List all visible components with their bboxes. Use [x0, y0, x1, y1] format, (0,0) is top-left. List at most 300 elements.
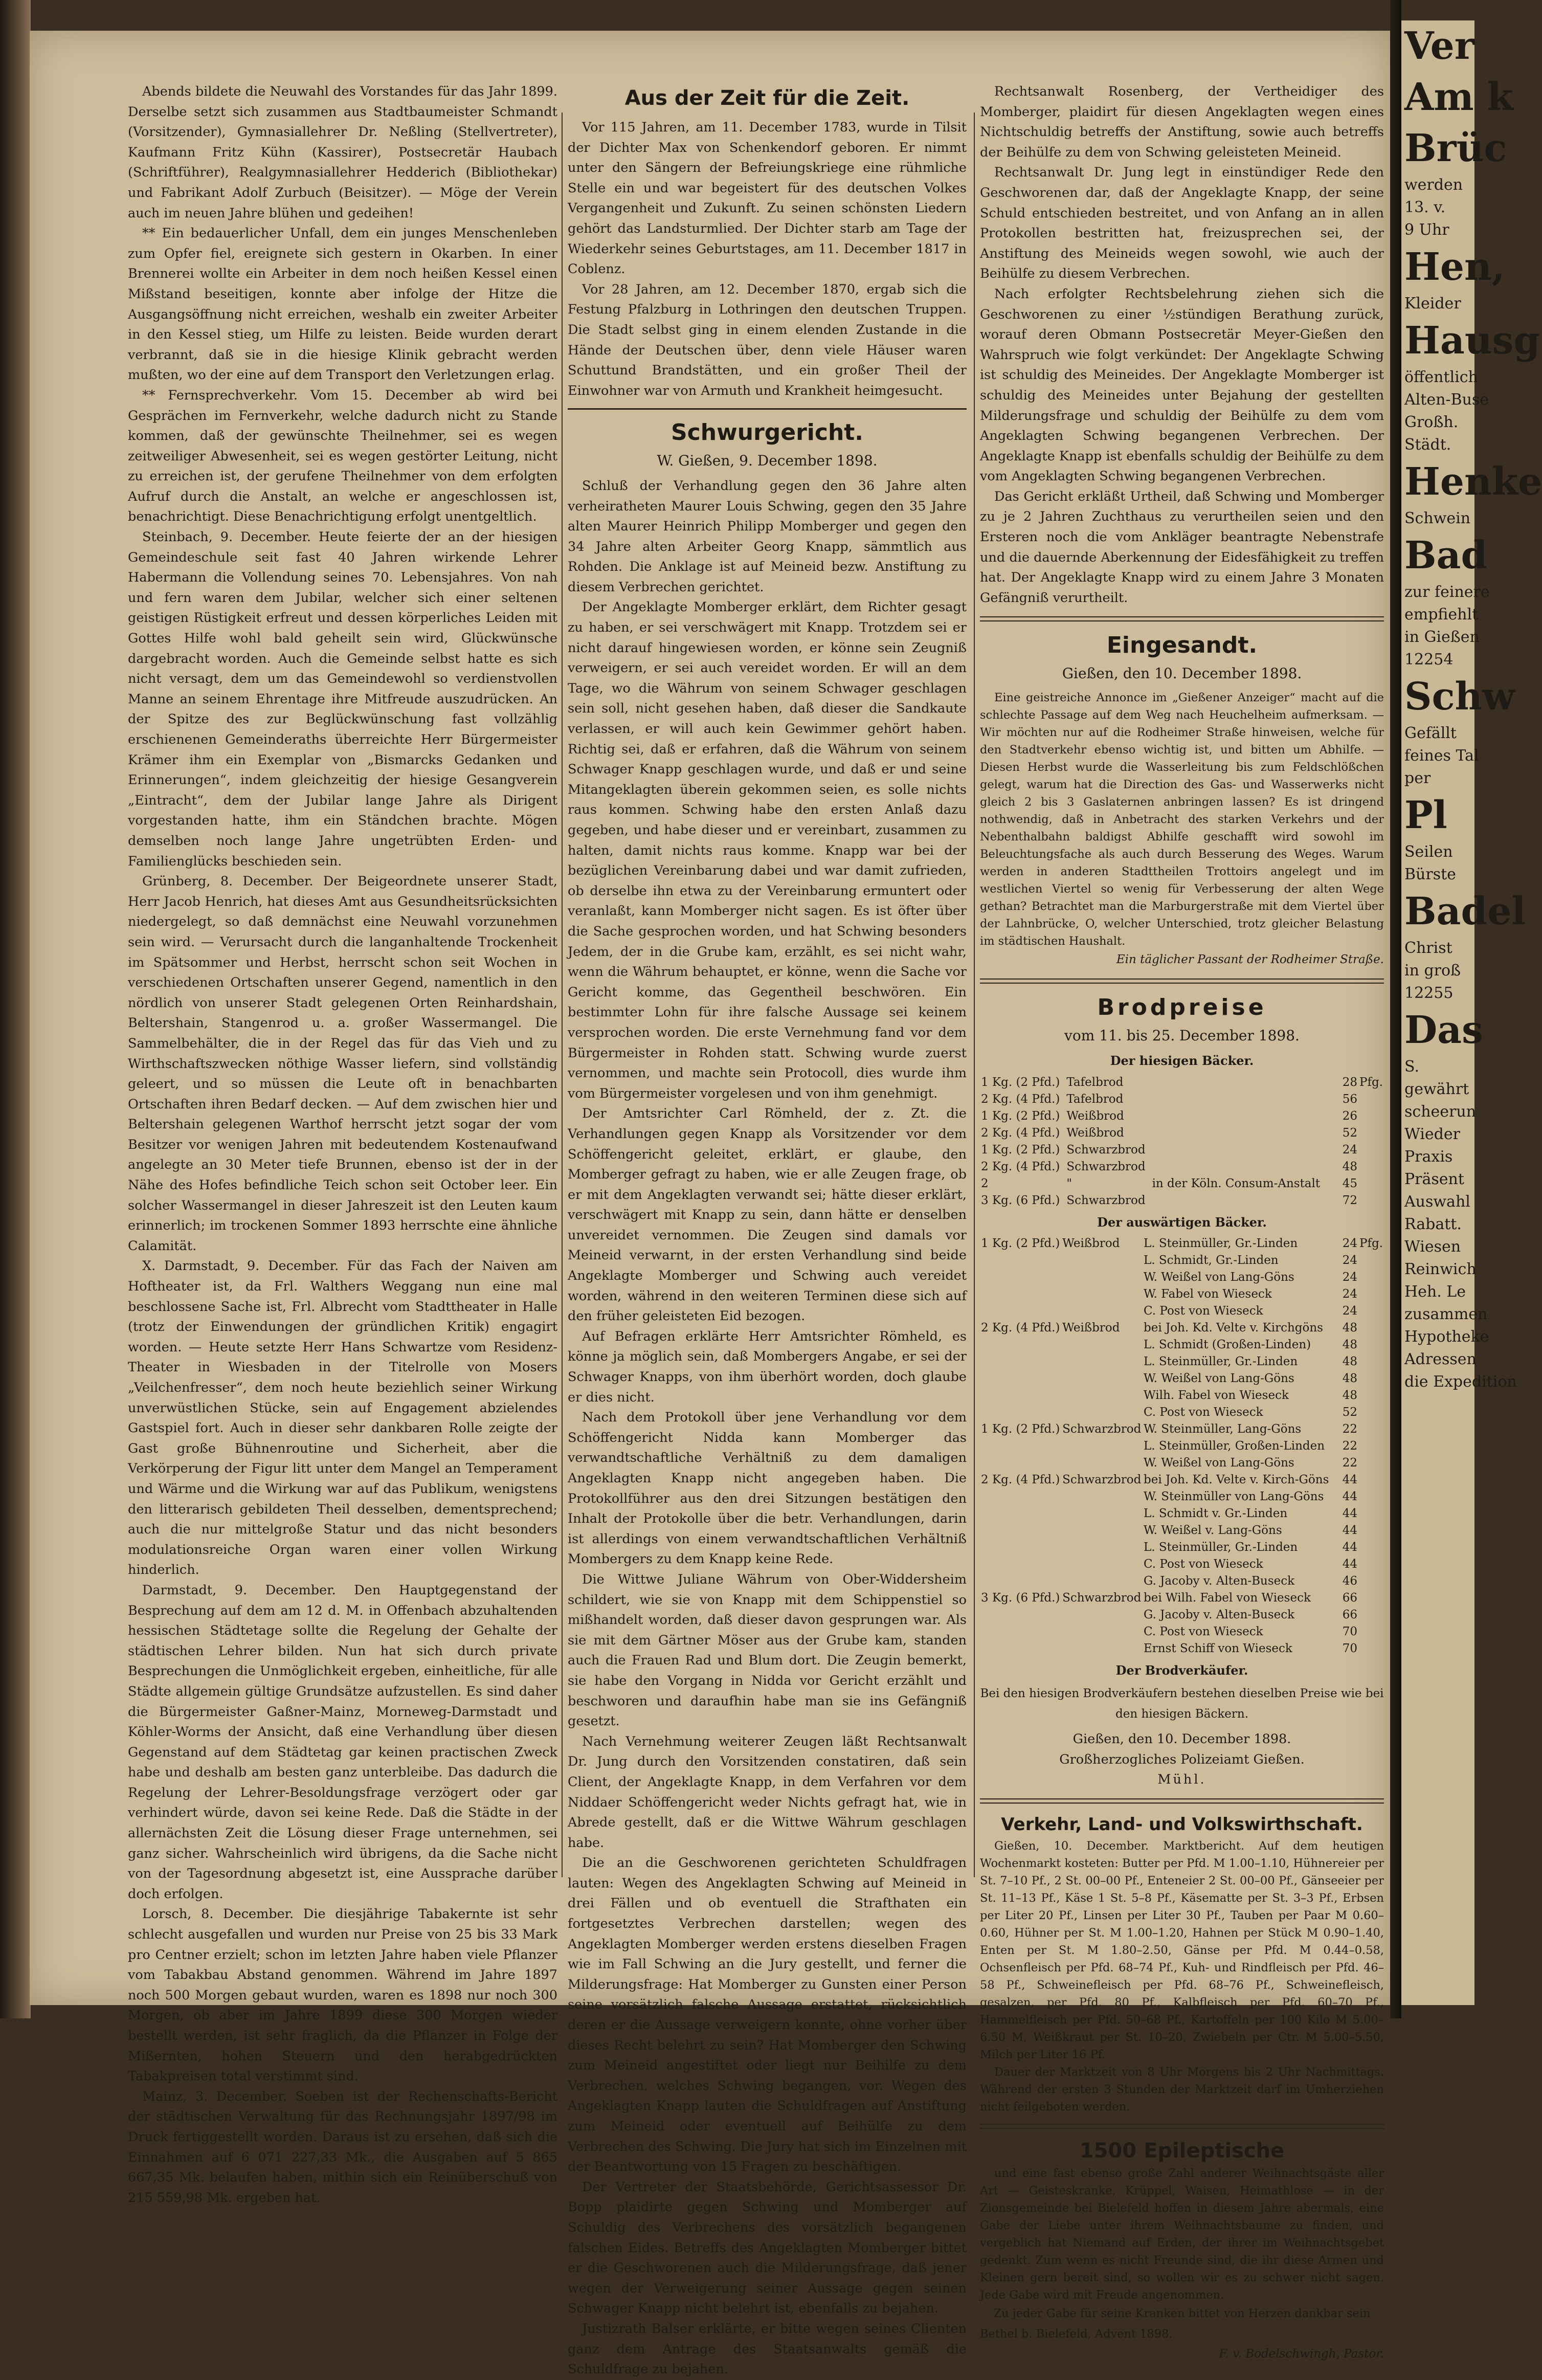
price-cell-qty	[980, 1640, 1061, 1657]
fragment-text: Schwein	[1404, 509, 1471, 527]
fragment-text: 9 Uhr	[1404, 221, 1449, 239]
zeit-paragraph: Vor 28 Jahren, am 12. December 1870, ergab sich die Festung Pfalzburg in Lothringen den deutschen Truppen. Die Stadt selbst ging in einem elenden Zustande in die Hände der Deutschen über, denn viele Häuser waren Schuttund Brandstätten, und ein großer Theil der Einwohner war von Armuth und Krankheit heimgesucht.	[568, 281, 967, 398]
price-cell-where: C. Post von Wieseck	[1144, 1558, 1263, 1571]
price-cell-unit: Pfg.	[1359, 1075, 1383, 1089]
price-row	[980, 1505, 1384, 1522]
price-cell-unit	[1358, 1320, 1384, 1337]
price-cell-item	[1061, 1607, 1143, 1623]
price-cell-price: 52	[1342, 1126, 1357, 1140]
fragment-text: Bad	[1404, 533, 1488, 577]
price-cell-unit	[1358, 1438, 1384, 1455]
price-cell-where: W. Steinmüller von Lang-Göns	[1144, 1490, 1324, 1504]
fragment-text: 12254	[1404, 651, 1454, 669]
appeal-signature: F. v. Bodelschwingh, Pastor.	[1219, 2347, 1384, 2361]
price-row	[980, 1159, 1384, 1175]
court-paragraph: Die Wittwe Juliane Währum von Ober-Widdersheim schildert, wie sie von Knapp mit dem Schippenstiel so mißhandelt worden, daß dieser davon gesprungen war. Als sie mit dem Gärtner Möser aus der Grube kam, standen auch die Frauen Rad und Blum dort. Die Zeugin bemerkt, sie habe den Vorgang in Nidda vor Gericht erzählt und beschworen und daraufhin habe man sie ins Gefängniß gesetzt.	[568, 1571, 967, 1729]
price-cell-price: 70	[1342, 1625, 1357, 1639]
price-row	[980, 1640, 1384, 1657]
price-cell-qty	[980, 1556, 1061, 1573]
fragment-text: in groß	[1404, 962, 1461, 980]
price-cell-price: 44	[1342, 1507, 1357, 1521]
price-cell-qty	[980, 1607, 1061, 1623]
price-cell-price: 48	[1342, 1321, 1357, 1335]
price-cell-unit	[1358, 1556, 1384, 1573]
price-cell-qty: 1 Kg. (2 Pfd.)	[981, 1422, 1060, 1436]
price-cell-where: in der Köln. Consum-Anstalt	[1152, 1176, 1321, 1190]
price-row	[980, 1235, 1384, 1252]
price-cell-price: 44	[1342, 1558, 1357, 1571]
price-row	[980, 1573, 1384, 1590]
price-cell-unit	[1358, 1488, 1384, 1505]
price-cell-price: 24	[1342, 1271, 1357, 1284]
price-cell-item: Tafelbrod	[1066, 1075, 1124, 1089]
price-row	[980, 1522, 1384, 1539]
divider	[980, 616, 1384, 621]
price-cell-unit	[1358, 1337, 1384, 1353]
price-cell-price: 22	[1342, 1439, 1357, 1453]
local-news	[128, 82, 557, 2208]
price-cell-where	[1151, 1091, 1331, 1108]
fragment-text: werden	[1404, 176, 1463, 194]
zeit-articles	[568, 118, 967, 401]
price-cell-unit	[1358, 1387, 1384, 1404]
price-cell-where: L. Schmidt, Gr.-Linden	[1144, 1254, 1279, 1267]
price-cell-unit	[1358, 1286, 1384, 1303]
price-cell-price: 48	[1342, 1372, 1357, 1386]
price-cell-qty: 1 Kg. (2 Pfd.)	[981, 1237, 1060, 1251]
police-dateline: Gießen, den 10. December 1898.	[1072, 1731, 1291, 1747]
price-cell-where: W. Weißel v. Lang-Göns	[1144, 1524, 1282, 1538]
price-cell-qty	[980, 1370, 1061, 1387]
price-row	[980, 1387, 1384, 1404]
price-cell-where	[1151, 1074, 1331, 1091]
column-rule	[974, 113, 975, 1877]
price-row	[980, 1607, 1384, 1623]
price-cell-qty	[980, 1269, 1061, 1286]
fragment-text: Hausg	[1404, 319, 1540, 363]
section-heading-schwurgericht: Schwurgericht.	[671, 419, 864, 446]
price-cell-unit	[1358, 1539, 1384, 1556]
price-cell-unit	[1358, 1125, 1384, 1142]
price-cell-price: 44	[1342, 1490, 1357, 1504]
fragment-text: Seilen	[1404, 843, 1453, 861]
price-cell-item	[1061, 1573, 1143, 1590]
court-paragraph: Der Vertreter der Staatsbehörde, Gerichtsassessor Dr. Bopp plaidirte gegen Schwing und Momberger auf Schuldig des Verbrechens des vorsätzlich begangenen falschen Eides. Betreffs des Angeklagten Momberger bittet er die Geschworenen auch die Milderungsfrage, daß jener wegen der Verweigerung seiner Aussage gegen seinen Schwager Knapp nicht belehrt ist, ebenfalls zu bejahen.	[568, 2179, 967, 2317]
price-cell-item	[1061, 1337, 1143, 1353]
court-paragraph: Rechtsanwalt Rosenberg, der Vertheidiger des Momberger, plaidirt für diesen Angeklagten wegen eines Nichtschuldig betreffs der Anstiftung, sowie auch betreffs der Beihülfe zu dem von Schwing geleisteten Meineid.	[980, 84, 1384, 160]
price-cell-unit	[1358, 1353, 1384, 1370]
price-cell-where	[1151, 1159, 1331, 1175]
section-heading-verkehr: Verkehr, Land- und Volkswirthschaft.	[1001, 1814, 1363, 1835]
section-heading-brodpreise: Brodpreise	[1097, 994, 1267, 1020]
price-cell-where: L. Steinmüller, Gr.-Linden	[1144, 1237, 1298, 1251]
price-cell-where: L. Steinmüller, Großen-Linden	[1144, 1439, 1325, 1453]
price-table-local	[980, 1074, 1384, 1209]
divider	[568, 408, 967, 410]
price-cell-unit	[1358, 1370, 1384, 1387]
price-cell-unit	[1358, 1472, 1384, 1488]
price-row	[980, 1091, 1384, 1108]
price-cell-where	[1151, 1192, 1331, 1209]
price-cell-where: G. Jacoby v. Alten-Buseck	[1144, 1574, 1295, 1588]
divider	[980, 1798, 1384, 1804]
police-office: Großherzogliches Polizeiamt Gießen.	[1059, 1751, 1305, 1767]
fragment-text: Gefällt	[1404, 724, 1457, 742]
price-cell-qty	[980, 1455, 1061, 1472]
price-cell-unit	[1358, 1142, 1384, 1159]
price-row	[980, 1175, 1384, 1192]
fragment-text: Alten-Buse	[1404, 391, 1489, 409]
price-table-outside	[980, 1235, 1384, 1657]
price-cell-item: Weißbrod	[1062, 1321, 1120, 1335]
column-1	[128, 82, 557, 2208]
court-paragraph: Schluß der Verhandlung gegen den 36 Jahre alten verheiratheten Maurer Louis Schwing, gegen den 35 Jahre alten Maurer Heinrich Philipp Momberger und gegen den 34 Jahre alten Arbeiter Georg Knapp, sämmtlich aus Rohden. Die Anklage ist auf Meineid bezw. Anstiftung zu diesem Verbrechen gerichtet.	[568, 478, 967, 595]
price-cell-item	[1061, 1370, 1143, 1387]
fragment-text: Wieder	[1404, 1125, 1460, 1143]
price-cell-unit	[1358, 1303, 1384, 1320]
price-cell-item: Weißbrod	[1062, 1237, 1120, 1251]
price-cell-unit	[1358, 1522, 1384, 1539]
fragment-text: Kleider	[1404, 295, 1461, 313]
price-row	[980, 1142, 1384, 1159]
price-cell-item	[1061, 1404, 1143, 1421]
section-heading-zeit: Aus der Zeit für die Zeit.	[624, 86, 910, 110]
market-report: Gießen, 10. December. Marktbericht. Auf dem heutigen Wochenmarkt kosteten: Butter per Pfd. M 1.00–1.10, Hühnereier per St. 7–10 Pf., 2 St. 00–00 Pf., Enteneier 2 St. 00–00 Pf., Gänseeier per St. 11–13 Pf., Käse 1 St. 5–8 Pf., Käsematte per St. 3–3 Pf., Erbsen per Liter 20 Pf., Linsen per Liter 30 Pf., Tauben per Paar M 0.60–0.60, Hühner per St. M 1.00–1.20, Hahnen per Stück M 0.90–1.40, Enten per St. M 1.80–2.50, Gänse per Pfd. M 0.44–0.58, Ochsenfleisch per Pfd. 68–74 Pf., Kuh- und Rindfleisch per Pfd. 46–58 Pf., Schweinefleisch per Pfd. 68–76 Pf., Schweinefleisch, gesalzen, per Pfd. 80 Pf., Kalbfleisch per Pfd. 60–70 Pf., Hammelfleisch per Pfd. 50–68 Pf., Kartoffeln per 100 Kilo M 5.00–6.50 M, Weißkraut per St. 10–20, Zwiebeln per Ctr. M 5.00–5.50, Milch per Liter 16 Pf.	[980, 1839, 1384, 2061]
price-cell-price: 24	[1342, 1143, 1357, 1156]
letter-text: Eine geistreiche Annonce im „Gießener Anzeiger“ macht auf die schlechte Passage auf dem Weg nach Heuchelheim aufmerksam. — Wir möchten nur auf die Rodheimer Straße hinweisen, welche für den Stadtverkehr ebenso wichtig ist, und bitten um Abhilfe. — Diesen Herbst wurde die Wasserleitung bis zum Feldschlößchen gelegt, warum hat die Direction des Gas- und Wasserwerks nicht gleich 2 bis 3 Gaslaternen anbringen lassen? Es ist dringend nothwendig, daß in Anbetracht des starken Verkehrs und der Nebenthalbahn baldigst Abhilfe geschafft wird sowohl im Beleuchtungsfache als auch durch Besserung des Weges. Warum werden in anderen Stadttheilen Trottoirs angelegt und im westlichen Viertel so wenig für Verbesserung der alten Wege gethan? Betrachtet man die Marburgerstraße mit dem Viertel über der Lahnbrücke, O, welcher Unterschied, trotz gleicher Belastung im städtischen Haushalt.	[980, 691, 1384, 948]
price-row	[980, 1320, 1384, 1337]
price-cell-price: 24	[1342, 1254, 1357, 1267]
price-cell-price: 22	[1342, 1456, 1357, 1470]
price-cell-qty: 2 Kg. (4 Pfd.)	[981, 1092, 1060, 1106]
price-cell-item: Weißbrod	[1066, 1126, 1124, 1140]
brodverkaeufer-note: Bei den hiesigen Brodverkäufern bestehen dieselben Preise wie bei den hiesigen Bäckern.	[980, 1687, 1384, 1721]
price-cell-price: 70	[1342, 1642, 1357, 1656]
price-cell-where	[1151, 1108, 1331, 1125]
divider	[980, 2124, 1384, 2129]
court-paragraph: Die an die Geschworenen gerichteten Schuldfragen lauten: Wegen des Angeklagten Schwing auf Meineid in drei Fällen und ob eventuell die Strafthaten ein fortgesetztes Verbrechen darstellen; wegen des Angeklagten Momberger werden erstens dieselben Fragen wie im Fall Schwing an die Jury gestellt, und ferner die Milderungsfrage: Hat Momberger zu Gunsten einer Person seine vorsätzlich falsche Aussage erstattet, rücksichtlich deren er die Aussage verweigern konnte, ohne vorher über dieses Recht belehrt zu sein? Hat Momberger den Schwing zum Meineid angestiftet oder liegt nur Beihilfe zu dem Verbrechen, welches Schwing begangen, vor. Wegen des Angeklagten Knapp lauten die Schuldfragen auf Anstiftung zum Meineid oder eventuell auf Beihülfe zu dem Verbrechen des Schwing. Die Jury hat sich im Einzelnen mit der Beantwortung von 15 Fragen zu beschäftigen.	[568, 1855, 967, 2175]
fragment-text: Auswahl	[1404, 1193, 1470, 1211]
table-subheading: Der Brodverkäufer.	[1115, 1663, 1248, 1678]
court-paragraph: Der Angeklagte Momberger erklärt, dem Richter gesagt zu haben, er sei verschwägert mit Knapp. Trotzdem sei er nicht darauf hingewiesen worden, er könne sein Zeugniß verweigern, er sei auch vereidet worden. Er will an dem Tage, wo die Währum von seinem Schwager geschlagen sein soll, nicht gesehen haben, daß dieser die Sandkaute verlassen, er will auch kein Gewimmer gehört haben. Richtig sei, daß er erfahren, daß die Währum von seinem Schwager Knapp geschlagen wurde, und daß er und seine Mitangeklagten überein gekommen seien, es solle nichts raus kommen. Schwing habe den ersten Anlaß dazu gegeben, und habe dieser und er vereinbart, zusammen zu halten, damit nichts raus komme. Knapp war bei der bezüglichen Vereinbarung dabei und war damit zufrieden, ob derselbe ihn etwa zu der Vereinbarung ermuntert oder veranlaßt, kann Momberger nicht sagen. Es ist öfter über die Sache gesprochen worden, und hat Schwing besonders Jedem, der in die Grube kam, erzählt, es sei nicht wahr, wenn die Währum behauptet, er könne, wenn die Sache vor Gericht komme, das Gegentheil beschwören. Ein bestimmter Lohn für ihre falsche Aussage sei keinem versprochen worden. Die erste Vernehmung fand vor dem Bürgermeister in Rohden statt. Schwing wurde zuerst vernommen, und machte sein Protocoll, dies wurde ihm vom Bürgermeister vorgelesen und von ihm genehmigt.	[568, 599, 967, 1101]
price-cell-item	[1061, 1505, 1143, 1522]
fragment-text: Rabatt.	[1404, 1215, 1462, 1233]
price-row	[980, 1404, 1384, 1421]
price-cell-unit	[1358, 1192, 1384, 1209]
fragment-text: Präsent	[1404, 1170, 1464, 1188]
price-cell-item	[1061, 1252, 1143, 1269]
price-cell-unit	[1358, 1175, 1384, 1192]
fragment-text: S.	[1404, 1058, 1420, 1076]
price-cell-price: 44	[1342, 1473, 1357, 1487]
section-heading-eingesandt: Eingesandt.	[1106, 632, 1258, 659]
price-cell-qty	[980, 1573, 1061, 1590]
court-report	[568, 476, 967, 2380]
price-cell-where: bei Joh. Kd. Velte v. Kirch-Göns	[1144, 1473, 1329, 1487]
price-row	[980, 1125, 1384, 1142]
price-row	[980, 1252, 1384, 1269]
fragment-text: Praxis	[1404, 1148, 1453, 1166]
facing-page-fragment	[1401, 20, 1542, 2005]
price-cell-item	[1061, 1387, 1143, 1404]
price-cell-price: 56	[1342, 1092, 1357, 1106]
price-cell-price: 26	[1342, 1109, 1357, 1123]
court-paragraph: Nach Vernehmung weiterer Zeugen läßt Rechtsanwalt Dr. Jung durch den Vorsitzenden constatiren, daß sein Client, der Angeklagte Knapp, in dem Verfahren vor dem Niddaer Schöffengericht weder Nichts gefragt hat, wie in Abrede gestellt, daß er die Wittwe Währum geschlagen habe.	[568, 1733, 967, 1851]
court-paragraph: Nach dem Protokoll über jene Verhandlung vor dem Schöffengericht Nidda kann Momberger das verwandtschaftliche Verhältniß zu dem damaligen Angeklagten Knapp nicht angegeben haben. Die Protokollführer aus den drei Sitzungen bestätigen den Inhalt der Protokolle über die betr. Verhandlungen, darin ist allerdings von einem verwandtschaftlichen Verhältniß Mombergers zu dem Knapp keine Rede.	[568, 1410, 967, 1567]
fragment-text: Großh.	[1404, 413, 1459, 431]
column-3	[980, 82, 1384, 2365]
price-cell-item: Schwarzbrod	[1066, 1143, 1146, 1156]
price-row	[980, 1623, 1384, 1640]
price-cell-item	[1061, 1438, 1143, 1455]
table-subheading: Der auswärtigen Bäcker.	[1097, 1214, 1267, 1230]
fragment-text: Städt.	[1404, 436, 1451, 454]
price-row	[980, 1488, 1384, 1505]
price-cell-price: 24	[1342, 1304, 1357, 1318]
price-cell-where: L. Steinmüller, Gr.-Linden	[1144, 1541, 1298, 1554]
fragment-text: per	[1404, 769, 1431, 787]
price-cell-qty: 2 Kg. (4 Pfd.)	[981, 1321, 1060, 1335]
fragment-text: zusammen	[1404, 1305, 1488, 1323]
price-cell-unit	[1358, 1159, 1384, 1175]
market-hours: Dauer der Marktzeit von 8 Uhr Morgens bis 2 Uhr Nachmittags. Während der ersten 3 Stunden der Marktzeit darf im Umherziehen nicht feilgeboten werden.	[980, 2065, 1384, 2114]
fragment-text: zur feinere	[1404, 583, 1490, 601]
price-row	[980, 1472, 1384, 1488]
news-paragraph: Grünberg, 8. December. Der Beigeordnete unserer Stadt, Herr Jacob Henrich, hat dieses Amt aus Gesundheitsrücksichten niedergelegt, so daß demnächst eine Neuwahl vorzunehmen sein wird. — Verursacht durch die langanhaltende Trockenheit im Spätsommer und Herbst, herrscht schon seit Wochen in verschiedenen Ortschaften unserer Gegend, namentlich in den nördlich von unserer Stadt gelegenen Orten Reinhardshain, Beltershain, Stangenrod u. a. großer Wassermangel. Die Sammelbehälter, die in der Regel das für das Vieh und zu Wirthschaftszwecken nöthige Wasser liefern, sind vollständig geleert, und so müssen die Leute oft in benachbarten Ortschaften ihren Bedarf decken. — Auf dem zwischen hier und Beltershain gelegenen Warthof herrscht jetzt sogar der vom Besitzer vor wenigen Jahren mit bedeutendem Kostenaufwand angelegte an 30 Meter tiefe Brunnen, ebenso ist der in der Nähe des Hofes befindliche Teich schon seit October leer. Ein solcher Wassermangel in dieser Jahreszeit ist den Leuten kaum erinnerlich; im trockenen Sommer 1893 herrschte eine ähnliche Calamität.	[128, 874, 557, 1254]
price-cell-price: 48	[1342, 1389, 1357, 1403]
price-cell-item	[1061, 1539, 1143, 1556]
price-cell-unit: Pfg.	[1359, 1237, 1383, 1251]
fragment-text: Das	[1404, 1008, 1483, 1052]
court-paragraph: Justizrath Balser erklärte, er bitte wegen seines Clienten ganz dem Antrage des Staatsanwalts gemäß die Schuldfrage zu bejahen.	[568, 2321, 967, 2377]
price-cell-qty	[980, 1404, 1061, 1421]
price-cell-qty	[980, 1303, 1061, 1320]
fragment-text: die Expedition	[1404, 1373, 1517, 1391]
price-cell-qty: 3 Kg. (6 Pfd.)	[981, 1591, 1060, 1605]
price-cell-price: 22	[1342, 1422, 1357, 1436]
fragment-text: Hen,	[1404, 245, 1505, 289]
price-row	[980, 1074, 1384, 1091]
news-paragraph: Steinbach, 9. December. Heute feierte der an der hiesigen Gemeindeschule seit fast 40 Jahren wirkende Lehrer Habermann die Vollendung seines 70. Lebensjahres. Von nah und fern waren dem Jubilar, welcher sich einer seltenen geistigen Rüstigkeit erfreut und dessen körperliches Leiden mit Gottes Hilfe wohl bald geheilt sein wird, Glückwünsche dargebracht worden. Auch die Gemeinde selbst hatte es sich nicht versagt, dem um das Gemeindewohl so verdienstvollen Manne an seinem Ehrentage ihre Mitfreude auszudrücken. An der Spitze des zur Beglückwünschung fast vollzählig erschienenen Gemeinderaths überreichte Herr Bürgermeister Krämer ihm ein Exemplar von „Bismarcks Gedanken und Erinnerungen“, indem gleichzeitig der hiesige Gesangverein „Eintracht“, dem der Jubilar lange Jahre als Dirigent vorgestanden hatte, ihm ein Ständchen brachte. Mögen demselben noch lange Jahre ungetrübten Erden- und Familienglücks beschieden sein.	[128, 529, 557, 869]
price-cell-item	[1061, 1353, 1143, 1370]
letter-signature: Ein täglicher Passant der Rodheimer Straße.	[1116, 953, 1384, 967]
divider	[980, 978, 1384, 984]
price-cell-qty	[980, 1623, 1061, 1640]
fragment-text: Badel	[1404, 889, 1526, 933]
fragment-text: Wiesen	[1404, 1238, 1461, 1256]
price-cell-unit	[1358, 1640, 1384, 1657]
price-cell-where: Wilh. Fabel von Wieseck	[1144, 1389, 1289, 1403]
police-signature: Mühl.	[1157, 1772, 1206, 1788]
fragment-text: Am k	[1404, 75, 1513, 119]
price-row	[980, 1337, 1384, 1353]
fragment-text: Schw	[1404, 675, 1515, 719]
price-cell-qty	[980, 1539, 1061, 1556]
price-row	[980, 1353, 1384, 1370]
fragment-text: Heh. Le	[1404, 1283, 1466, 1301]
price-cell-where	[1151, 1125, 1331, 1142]
price-cell-item: Weißbrod	[1066, 1109, 1124, 1123]
price-cell-price: 24	[1342, 1287, 1357, 1301]
price-cell-price: 28	[1342, 1075, 1357, 1089]
price-cell-where: W. Weißel von Lang-Göns	[1144, 1456, 1294, 1470]
dateline: Gießen, den 10. December 1898.	[1062, 665, 1302, 682]
column-2	[568, 82, 967, 2380]
price-cell-where	[1151, 1142, 1331, 1159]
appeal-request: Zu jeder Gabe für seine Kranken bittet von Herzen dankbar sein	[993, 2306, 1371, 2320]
price-cell-item	[1061, 1488, 1143, 1505]
news-paragraph: Lorsch, 8. December. Die diesjährige Tabakernte ist sehr schlecht ausgefallen und wurden nur Preise von 25 bis 33 Mark pro Centner erzielt; schon im letzten Jahre haben viele Pflanzer vom Tabakbau Abstand genommen. Während im Jahre 1897 noch 500 Morgen gebaut wurden, waren es 1898 nur noch 300 Morgen, ob aber im Jahre 1899 diese 300 Morgen wieder bestellt werden, ist sehr fraglich, da die Pflanzer in Folge der Mißernten, hohen Steuern und den herabgedrückten Tabakpreisen total verstimmt sind.	[128, 1906, 557, 2084]
table-subheading: Der hiesigen Bäcker.	[1110, 1053, 1254, 1069]
fragment-text: feines Tal	[1404, 747, 1479, 765]
price-cell-price: 48	[1342, 1355, 1357, 1369]
price-cell-item	[1061, 1556, 1143, 1573]
price-cell-item	[1061, 1640, 1143, 1657]
price-cell-where: bei Joh. Kd. Velte v. Kirchgöns	[1144, 1321, 1323, 1335]
price-cell-where: G. Jacoby v. Alten-Buseck	[1144, 1608, 1295, 1622]
price-row	[980, 1556, 1384, 1573]
fragment-text: in Gießen	[1404, 628, 1480, 646]
news-paragraph: Abends bildete die Neuwahl des Vorstandes für das Jahr 1899. Derselbe setzt sich zusammen aus Stadtbaumeister Schmandt (Vorsitzender), Gymnasiallehrer Dr. Neßling (Stellvertreter), Kaufmann Fritz Kühn (Kassirer), Postsecretär Haubach (Schriftführer), Realgymnasiallehrer Hedderich (Bibliothekar) und Fabrikant Adolf Zurbuch (Beisitzer). — Möge der Verein auch im neuen Jahre blühen und gedeihen!	[128, 84, 557, 221]
price-cell-qty: 3 Kg. (6 Pfd.)	[981, 1193, 1060, 1207]
fragment-text: Henke	[1404, 460, 1542, 504]
price-cell-qty	[980, 1522, 1061, 1539]
price-cell-item: Schwarzbrod	[1066, 1160, 1146, 1173]
price-cell-price: 48	[1342, 1160, 1357, 1173]
price-cell-price: 45	[1342, 1176, 1357, 1190]
fragment-text: Hypotheke	[1404, 1328, 1489, 1346]
fragment-text: scheerun	[1404, 1103, 1477, 1121]
price-cell-qty	[980, 1438, 1061, 1455]
price-cell-where: C. Post von Wieseck	[1144, 1625, 1263, 1639]
price-cell-unit	[1358, 1091, 1384, 1108]
appeal-text: und eine fast ebenso große Zahl anderer Weihnachtsgäste aller Art — Geisteskranke, Krüppel, Waisen, Heimathlose — in der Zionsgemeinde bei Bielefeld hoffen in diesem Jahre abermals, eine Gabe der Liebe unter ihrem Weihnachtsbaume zu finden, und vergeblich hat Niemand auf Erden, der ihrer im Weihnachtsgebet gedenkt. Zum wenn es nicht Freunde sind, die ihr diese Armen und Kleinen gern bereit sind, so wollen wir es zu schwer nicht sagen. Jede Gabe wird mit Freude angenommen.	[980, 2166, 1384, 2302]
price-cell-unit	[1358, 1623, 1384, 1640]
news-paragraph: X. Darmstadt, 9. December. Für das Fach der Naiven am Hoftheater ist, da Frl. Walthers Weggang nun eine mal beschlossene Sache ist, Frl. Albrecht vom Stadttheater in Halle (trotz der Einwendungen der gründlichen Kritik) engagirt worden. — Heute setzte Herr Hans Schwartze vom Residenz-Theater in Wiesbaden in der Titelrolle von Mosers „Veilchenfresser“, dem noch heute beziehlich seiner Wirkung unverwüstlichen Stücke, sein auf Engagement abzielendes Gastspiel fort. Auch in dieser sehr dankbaren Rolle zeigte der Gast große Bühnenroutine und Sicherheit, aber die Verkörperung der Figur litt unter dem Mangel an Temperament und Wärme und die Wirkung war auf das Publikum, wenigstens den litterarisch gebildeten Theil desselben, dementsprechend; auch die nur mittelgroße Statur und das nicht besonders modulationsreiche Organ waren einer vollen Wirkung hinderlich.	[128, 1258, 557, 1578]
price-row	[980, 1455, 1384, 1472]
price-cell-where: C. Post von Wieseck	[1144, 1406, 1263, 1419]
price-cell-where: L. Schmidt (Großen-Linden)	[1144, 1338, 1311, 1352]
news-paragraph: ** Ein bedauerlicher Unfall, dem ein junges Menschenleben zum Opfer fiel, ereignete sich gestern in Okarben. In einer Brennerei wollte ein Arbeiter in dem noch heißen Kessel einen Mißstand beseitigen, konnte aber infolge der Hitze die Ausgangsöffnung nicht erreichen, weshalb ein zweiter Arbeiter in den Kessel stieg, um Hilfe zu leisten. Beide wurden derart verbrannt, daß sie in die hiesige Klinik gebracht werden mußten, wo der eine auf dem Transport den Verletzungen erlag.	[128, 226, 557, 383]
fragment-text: 13. v.	[1404, 198, 1446, 216]
price-cell-unit	[1358, 1455, 1384, 1472]
price-cell-qty: 2 Kg. (4 Pfd.)	[981, 1473, 1060, 1487]
price-cell-item	[1061, 1303, 1143, 1320]
court-paragraph: Auf Befragen erklärte Herr Amtsrichter Römheld, es könne ja möglich sein, daß Mombergers Angabe, er sei der Schwager Knapps, von ihm überhört worden, doch glaube er dies nicht.	[568, 1328, 967, 1405]
price-cell-qty	[980, 1353, 1061, 1370]
court-report-continued	[980, 82, 1384, 608]
price-cell-unit	[1358, 1573, 1384, 1590]
price-cell-where: L. Steinmüller, Gr.-Linden	[1144, 1355, 1298, 1369]
appeal-place: Bethel b. Bielefeld, Advent 1898.	[980, 2327, 1173, 2341]
price-cell-unit	[1358, 1607, 1384, 1623]
appeal-heading: 1500 Epileptische	[1079, 2139, 1285, 2163]
price-cell-item: Schwarzbrod	[1066, 1193, 1146, 1207]
price-cell-qty: 1 Kg. (2 Pfd.)	[981, 1109, 1060, 1123]
dateline: W. Gießen, 9. December 1898.	[657, 452, 878, 470]
price-cell-qty: 2 Kg. (4 Pfd.)	[981, 1126, 1060, 1140]
price-cell-where: W. Weißel von Lang-Göns	[1144, 1372, 1294, 1386]
price-cell-unit	[1358, 1404, 1384, 1421]
price-cell-qty	[980, 1337, 1061, 1353]
price-cell-price: 66	[1342, 1591, 1357, 1605]
price-cell-qty: 1 Kg. (2 Pfd.)	[981, 1075, 1060, 1089]
price-cell-where: Ernst Schiff von Wieseck	[1144, 1642, 1292, 1656]
fragment-text: öffentlich	[1404, 368, 1478, 386]
fragment-text: Reinwich	[1404, 1260, 1477, 1278]
price-cell-item: Schwarzbrod	[1062, 1591, 1142, 1605]
price-cell-price: 24	[1342, 1237, 1357, 1251]
price-row	[980, 1303, 1384, 1320]
price-cell-qty	[980, 1252, 1061, 1269]
court-paragraph: Rechtsanwalt Dr. Jung legt in einstündiger Rede den Geschworenen dar, daß der Angeklagte Knapp, der seine Schuld entschieden bestreitet, und von Anfang an in allen Protokollen bestritten hat, freizusprechen sei, der Anstiftung des Meineids wegen sowohl, wie auch der Beihülfe zu diesem Verbrechen.	[980, 165, 1384, 282]
price-cell-where: L. Schmidt v. Gr.-Linden	[1144, 1507, 1288, 1521]
price-row	[980, 1370, 1384, 1387]
news-paragraph: Mainz, 3. December. Soeben ist der Rechenschafts-Bericht der städtischen Verwaltung für das Rechnungsjahr 1897/98 im Druck fertiggestellt worden. Daraus ist zu ersehen, daß sich die Einnahmen auf 6 071 227,33 Mk., die Ausgaben auf 5 865 667,35 Mk. belaufen haben, mithin sich ein Reinüberschuß von 215 559,98 Mk. ergeben hat.	[128, 2088, 557, 2206]
fragment-text: Bürste	[1404, 865, 1456, 883]
price-row	[980, 1438, 1384, 1455]
price-row	[980, 1590, 1384, 1607]
price-row	[980, 1108, 1384, 1125]
zeit-paragraph: Vor 115 Jahren, am 11. December 1783, wurde in Tilsit der Dichter Max von Schenkendorf geboren. Er nimmt unter den Sängern der Befreiungskriege eine rühmliche Stelle ein und war begeistert für des deutschen Volkes Vergangenheit und Zukunft. Zu seinen schönsten Liedern gehört das Landsturmlied. Der Dichter starb am Tage der Wiederkehr seines Geburtstages, am 11. December 1817 in Coblenz.	[568, 120, 967, 277]
price-cell-item	[1061, 1522, 1143, 1539]
price-row	[980, 1286, 1384, 1303]
price-cell-qty	[980, 1286, 1061, 1303]
price-cell-unit	[1358, 1505, 1384, 1522]
price-row	[980, 1421, 1384, 1438]
fragment-text: Brüc	[1404, 126, 1507, 170]
price-cell-item	[1061, 1286, 1143, 1303]
price-cell-qty: 1 Kg. (2 Pfd.)	[981, 1143, 1060, 1156]
price-cell-price: 48	[1342, 1338, 1357, 1352]
column-rule	[562, 113, 563, 1877]
price-cell-item	[1061, 1623, 1143, 1640]
price-cell-price: 46	[1342, 1574, 1357, 1588]
price-cell-where: bei Wilh. Fabel von Wieseck	[1144, 1591, 1311, 1605]
fragment-text: Pl	[1404, 793, 1447, 837]
price-cell-unit	[1358, 1421, 1384, 1438]
price-cell-item: Schwarzbrod	[1062, 1422, 1142, 1436]
price-cell-unit	[1358, 1108, 1384, 1125]
price-cell-item: Schwarzbrod	[1062, 1473, 1142, 1487]
price-cell-item: "	[1066, 1176, 1072, 1190]
price-cell-item: Tafelbrod	[1066, 1092, 1124, 1106]
price-cell-item	[1061, 1269, 1143, 1286]
price-cell-price: 66	[1342, 1608, 1357, 1622]
fragment-text: Christ	[1404, 939, 1452, 957]
price-cell-qty	[980, 1387, 1061, 1404]
price-cell-unit	[1358, 1269, 1384, 1286]
court-paragraph: Nach erfolgter Rechtsbelehrung ziehen sich die Geschworenen zu einer ½stündigen Berathung zurück, worauf deren Obmann Postsecretär Meyer-Gießen den Wahrspruch wie folgt verkündet: Der Angeklagte Schwing ist schuldig des Meineides. Der Angeklagte Momberger ist schuldig des Meineides unter Bejahung der gestellten Milderungsfrage und schuldig der Beihülfe zu dem vom Angeklagten Schwing begangenen Verbrechen. Der Angeklagte Knapp ist ebenfalls schuldig der Beihülfe zu dem vom Angeklagten Schwing begangenen Verbrechen.	[980, 286, 1384, 484]
price-period: vom 11. bis 25. December 1898.	[1064, 1027, 1300, 1044]
price-cell-price: 44	[1342, 1524, 1357, 1538]
news-paragraph: Darmstadt, 9. December. Den Hauptgegenstand der Besprechung auf dem am 12 d. M. in Offenbach abzuhaltenden hessischen Städtetage sollte die Regelung der Gehalte der städtischen Lehrer bilden. Nun hat sich durch private Besprechungen die Unmöglichkeit ergeben, einheitliche, für alle Städte allgemein gültige Grundsätze aufzustellen. Es sind daher die Bürgermeister Gaßner-Mainz, Morneweg-Darmstadt und Köhler-Worms der Ansicht, daß eine Verhandlung über diesen Gegenstand auf dem Städtetag gar keinen practischen Zweck habe und deshalb am besten ganz unterbleibe. Das dadurch die Regelung der Lehrer-Besoldungsfrage verzögert oder gar verhindert würde, davon sei keine Rede. Daß die Städte in der allernächsten Zeit die Lösung dieser Frage unternehmen, sei ganz sicher. Wahrscheinlich wird übrigens, da die Sache nicht von der Tagesordnung abgesetzt ist, eine Aussprache darüber doch erfolgen.	[128, 1582, 557, 1902]
price-cell-where: C. Post von Wieseck	[1144, 1304, 1263, 1318]
price-cell-item	[1061, 1455, 1143, 1472]
price-row	[980, 1269, 1384, 1286]
price-cell-unit	[1358, 1252, 1384, 1269]
price-cell-qty: 2 Kg. (4 Pfd.)	[981, 1160, 1060, 1173]
price-cell-qty	[980, 1505, 1061, 1522]
fragment-text: empfiehlt	[1404, 606, 1479, 624]
price-cell-price: 72	[1342, 1193, 1357, 1207]
news-paragraph: ** Fernsprechverkehr. Vom 15. December ab wird bei Gesprächen im Fernverkehr, welche dadurch nicht zu Stande kommen, daß der gewünschte Theilnehmer, sei es wegen zeitweiliger Abwesenheit, sei es wegen gestörter Leitung, nicht zu erreichen ist, der gerufene Theilnehmer von dem erfolgten Aufruf durch die Anstalt, an welche er angeschlossen ist, benachrichtigt. Diese Benachrichtigung erfolgt unentgeltlich.	[128, 387, 557, 525]
fragment-text: Ver	[1404, 24, 1474, 68]
fragment-text: gewährt	[1404, 1080, 1469, 1098]
fragment-text: 12255	[1404, 984, 1454, 1002]
price-cell-where: W. Steinmüller, Lang-Göns	[1144, 1422, 1302, 1436]
price-cell-where: W. Weißel von Lang-Göns	[1144, 1271, 1294, 1284]
